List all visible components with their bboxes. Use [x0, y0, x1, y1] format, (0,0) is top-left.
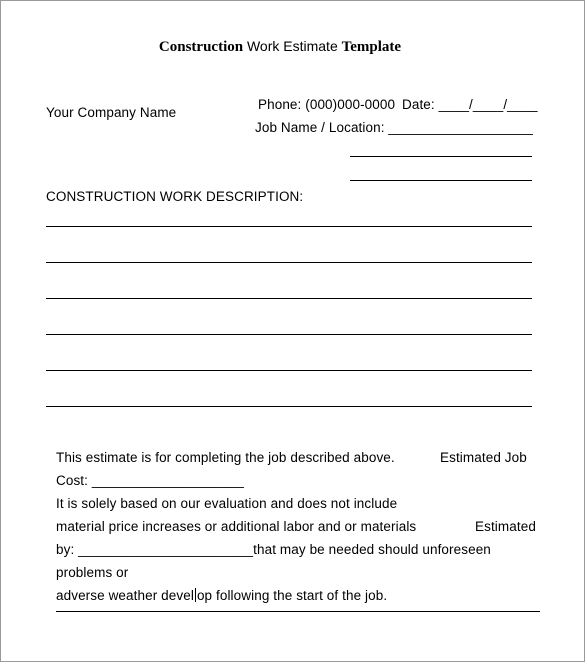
estimate-text-line-1: This estimate is for completing the job described above.: [56, 450, 395, 465]
estimate-text-line-7: [56, 588, 387, 603]
cost-field: Cost: ____________________: [56, 473, 245, 488]
date-field: Date: ____/____/____: [402, 97, 538, 112]
signature-line: [56, 611, 540, 612]
estimated-job-label: Estimated Job: [440, 450, 527, 465]
phone-field: Phone: (000)000-0000: [258, 97, 396, 112]
estimated-by-label: Estimated: [475, 519, 536, 534]
company-name-label: Your Company Name: [46, 105, 177, 120]
description-line: [46, 370, 532, 371]
description-line: [46, 334, 532, 335]
description-line: [46, 262, 532, 263]
estimated-by-field: by: _______________________that may be needed should unforeseen: [56, 542, 491, 557]
location-line-3: [350, 180, 532, 181]
work-description-heading: CONSTRUCTION WORK DESCRIPTION:: [46, 189, 304, 204]
job-name-location-field: Job Name / Location: ___________________: [255, 120, 533, 135]
location-line-2: [350, 156, 532, 157]
title-part-construction: Construction: [158, 39, 244, 55]
title-part-template: Template: [341, 39, 402, 55]
title-part-work-estimate: Work Estimate: [246, 38, 338, 54]
description-line: [46, 226, 532, 227]
estimate-text-line-6: problems or: [56, 565, 129, 580]
description-line: [46, 406, 532, 407]
estimate-text-line-3: It is solely based on our evaluation and does not include: [56, 496, 398, 511]
estimate-text-line-7b: op following the start of the job.: [196, 588, 388, 603]
document-title: [0, 38, 560, 56]
description-line: [46, 298, 532, 299]
text-cursor: [195, 588, 196, 602]
estimate-text-line-7a: adverse weather devel: [56, 588, 194, 603]
estimate-text-line-4: material price increases or additional labor and or materials: [56, 519, 417, 534]
